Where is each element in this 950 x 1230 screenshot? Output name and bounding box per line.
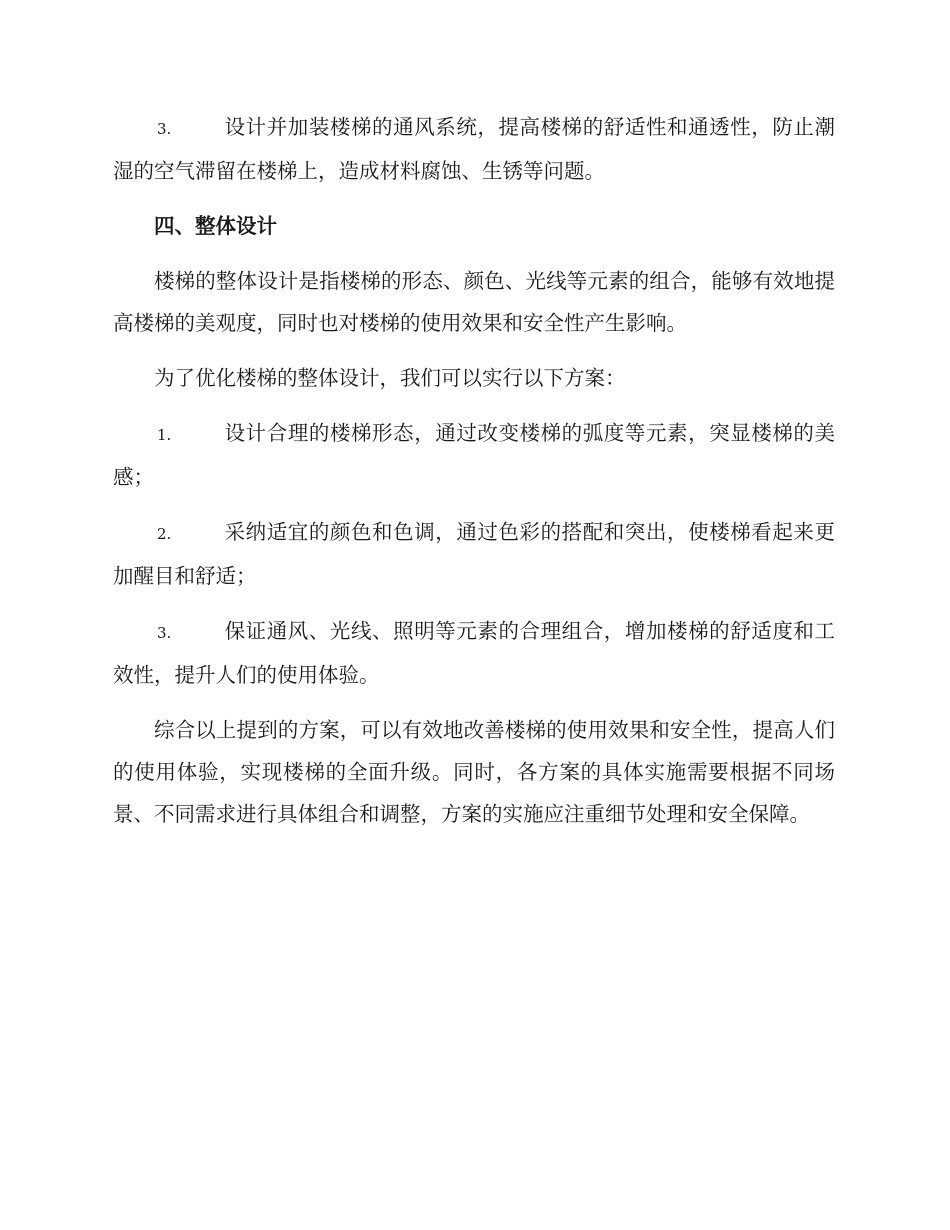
document-body [113, 106, 835, 848]
list-text: 保证通风、光线、照明等元素的合理组合，增加楼梯的舒适度和工效性，提升人们的使用体验。 [113, 619, 835, 687]
list-item-shape [113, 412, 835, 498]
list-number: 3. [157, 120, 172, 138]
paragraph-intro: 楼梯的整体设计是指楼梯的形态、颜色、光线等元素的组合，能够有效地提高楼梯的美观度，同时也对楼梯的使用效果和安全性产生影响。 [113, 269, 835, 335]
list-item-ventilation [113, 106, 835, 192]
list-item-color [113, 511, 835, 597]
list-text: 采纳适宜的颜色和色调，通过色彩的搭配和突出，使楼梯看起来更加醒目和舒适； [113, 520, 835, 588]
paragraph-plan: 为了优化楼梯的整体设计，我们可以实行以下方案： [154, 366, 626, 390]
paragraph-summary: 综合以上提到的方案，可以有效地改善楼梯的使用效果和安全性，提高人们的使用体验，实现楼梯的全面升级。同时，各方案的具体实施需要根据不同场景、不同需求进行具体组合和调整，方案的实施应注重细节处理和安全保障。 [113, 718, 835, 826]
list-text: 设计并加装楼梯的通风系统，提高楼梯的舒适性和通透性，防止潮湿的空气滞留在楼梯上，造成材料腐蚀、生锈等问题。 [113, 115, 835, 183]
list-number: 1. [157, 426, 172, 444]
section-heading: 四、整体设计 [154, 214, 277, 238]
list-number: 2. [157, 525, 172, 543]
list-text: 设计合理的楼梯形态，通过改变楼梯的弧度等元素，突显楼梯的美感； [113, 421, 835, 489]
list-item-lighting [113, 610, 835, 696]
list-number: 3. [157, 624, 172, 642]
